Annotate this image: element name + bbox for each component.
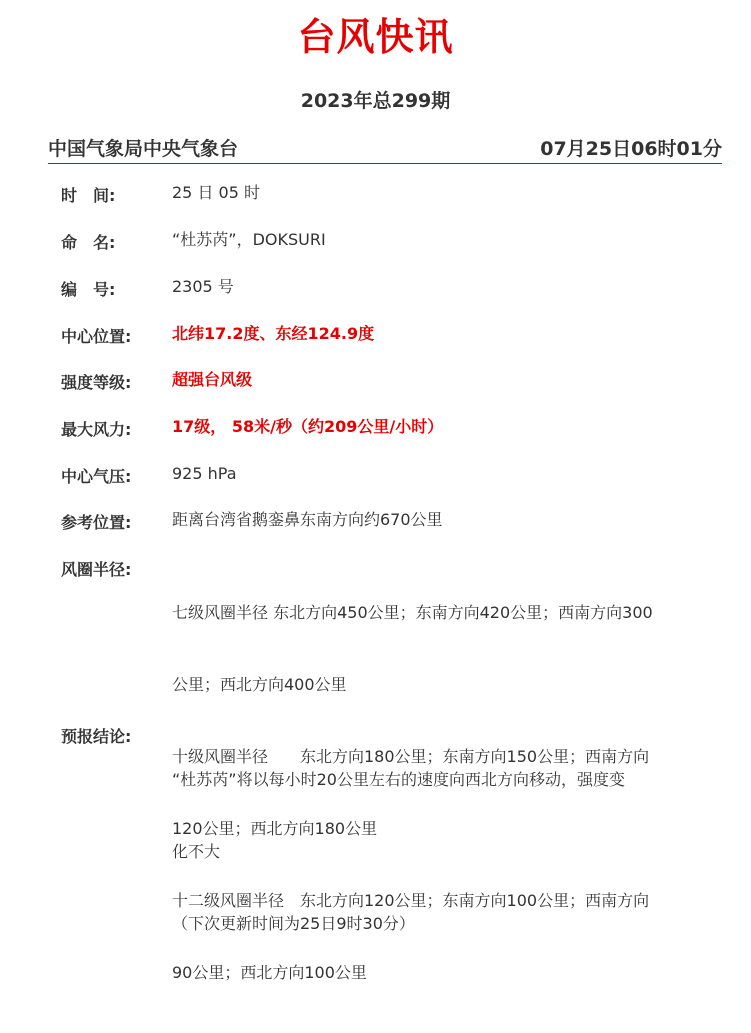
radius-line: 十二级风圈半径 东北方向120公里；东南方向100公里；西南方向 [172,891,650,910]
center-value: 北纬17.2度、东经124.9度 [172,324,375,343]
bulletin-title: 台风快讯 [297,15,454,59]
publish-time: 07月25日06时01分 [540,138,722,160]
intensity-value: 超强台风级 [172,370,253,389]
reference-value: 距离台湾省鹅銮鼻东南方向约670公里 [172,510,443,529]
radius-line: 公里；西北方向400公里 [172,675,347,694]
radius-label: 风圈半径: [61,560,132,579]
bulletin-header [48,134,722,162]
header-divider [48,163,722,164]
forecast-line: 化不大 [172,842,221,861]
forecast-line: （下次更新时间为25日9时30分） [172,914,415,933]
forecast-value [172,720,712,984]
reference-label: 参考位置: [61,513,132,532]
radius-line: 七级风圈半径 东北方向450公里；东南方向420公里；西南方向300 [172,603,653,622]
wind-label: 最大风力: [61,420,132,439]
agency-name: 中国气象局中央气象台 [48,138,239,160]
forecast-line: “杜苏芮”将以每小时20公里左右的速度向西北方向移动，强度变 [172,770,625,789]
number-value: 2305 号 [172,277,234,296]
center-label: 中心位置: [61,327,132,346]
number-label: 编 号: [61,280,116,299]
radius-line: 十级风圈半径 东北方向180公里；东南方向150公里；西南方向 [172,747,650,766]
pressure-value: 925 hPa [172,464,237,483]
time-label: 时 间: [61,186,116,205]
radius-line: 120公里；西北方向180公里 [172,819,378,838]
intensity-label: 强度等级: [61,373,132,392]
name-value: “杜苏芮”，DOKSURI [172,230,326,249]
time-value: 25 日 05 时 [172,183,260,202]
name-label: 命 名: [61,233,116,252]
radius-line: 90公里；西北方向100公里 [172,963,367,982]
forecast-label: 预报结论: [61,727,132,746]
issue-number: 2023年总299期 [300,90,451,112]
pressure-label: 中心气压: [61,467,132,486]
wind-value: 17级， 58米/秒（约209公里/小时） [172,417,444,436]
